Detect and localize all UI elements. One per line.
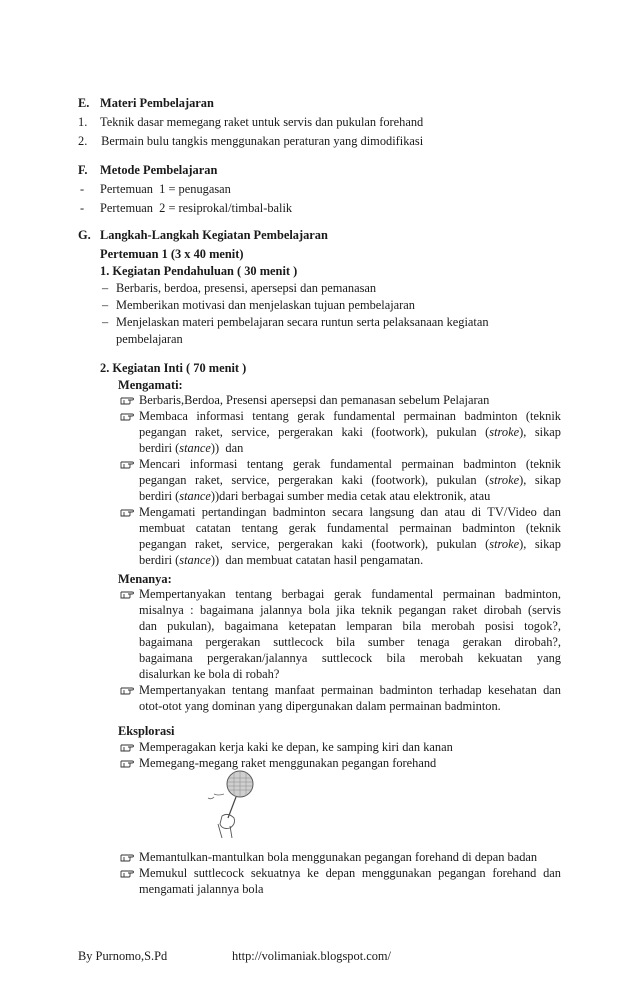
pointing-hand-icon [120,458,134,473]
mengamati-line-8: Mengamati pertandingan badminton secara langsung dan atau di TV/Video dan [139,505,561,519]
mengamati-line-3: pegangan raket, service, pergerakan kaki (footwork), pukulan (stroke), sikap [139,425,561,439]
dash-bullet: – [102,298,109,312]
menanya-line-6: disalurkan ke bola di robah? [139,667,280,681]
mengamati-line-11: berdiri (stance)) dan membuat catatan hasil pengamatan. [139,553,424,567]
pointing-hand-icon [120,684,134,699]
mengamati-line-1: Berbaris,Berdoa, Presensi apersepsi dan pemanasan sebelum Pelajaran [139,393,490,407]
eksplorasi-line-3: Memantulkan-mantulkan bola menggunakan pegangan forehand di depan badan [139,850,538,864]
section-g-title: Langkah-Langkah Kegiatan Pembelajaran [100,228,328,242]
section-g-letter: G. [78,228,91,242]
pendahuluan-item-3: Menjelaskan materi pembelajaran secara runtun serta pelaksanaan kegiatan [116,315,489,329]
pointing-hand-icon [120,410,134,425]
menanya-line-1: Mempertanyakan tentang berbagai gerak fundamental permainan badminton, [139,587,561,601]
mengamati-line-10: pegangan raket, service, pergerakan kaki (footwork), pukulan (stroke), sikap [139,537,561,551]
mengamati-line-4: berdiri (stance)) dan [139,441,244,455]
mengamati-line-5: Mencari informasi tentang gerak fundamental permainan badminton (teknik [139,457,561,471]
mengamati-line-6: pegangan raket, service, pergerakan kaki (footwork), pukulan (stroke), sikap [139,473,561,487]
section-f-item-1: Pertemuan 1 = penugasan [100,182,231,196]
section-f-num-2: - [80,201,85,215]
menanya-line-2: misalnya : bagaimana jalannya bola jika teknik pegangan raket dirobah (servis [139,603,561,617]
eksplorasi-line-5: mengamati jalannya bola [139,882,264,896]
pointing-hand-icon [120,506,134,521]
section-e-item-1: Teknik dasar memegang raket untuk servis dan pukulan forehand [100,115,424,129]
section-f-title: Metode Pembelajaran [100,163,218,177]
pointing-hand-icon [120,757,134,772]
pointing-hand-icon [120,741,134,756]
section-e-title: Materi Pembelajaran [100,96,214,110]
section-e-letter: E. [78,96,90,110]
menanya-line-3: dan pukulan), bagaimana ketepatan lemparan bila merobah posisi togok?, [139,619,561,633]
footer-author: By Purnomo,S.Pd [78,949,168,963]
pointing-hand-icon [120,588,134,603]
section-f-num-1: - [80,182,85,196]
section-f-letter: F. [78,163,88,177]
eksplorasi-line-2: Memegang-megang raket menggunakan pegangan forehand [139,756,437,770]
dash-bullet: – [102,281,109,295]
meeting-title: Pertemuan 1 (3 x 40 menit) [100,247,244,261]
section-f-item-2: Pertemuan 2 = resiprokal/timbal-balik [100,201,293,215]
racket-grip-illustration [200,768,260,840]
section-e-item-2: Bermain bulu tangkis menggunakan peraturan yang dimodifikasi [98,134,424,148]
mengamati-line-7: berdiri (stance))dari berbagai sumber media cetak atau elektronik, atau [139,489,491,503]
mengamati-line-9: membuat catatan tentang gerak fundamental permainan badminton (teknik [139,521,561,535]
section-e-num-2: 2. [78,134,88,148]
eksplorasi-title: Eksplorasi [118,724,175,738]
pendahuluan-item-2: Memberikan motivasi dan menjelaskan tujuan pembelajaran [116,298,415,312]
section-e-num-1: 1. [78,115,88,129]
inti-title: 2. Kegiatan Inti ( 70 menit ) [100,361,247,375]
menanya-line-7: Mempertanyakan tentang manfaat permainan badminton terhadap kesehatan dan [139,683,561,697]
menanya-line-5: bagaimana pergerakan/jalannya suttlecock bila merobah kekuatan yang [139,651,561,665]
eksplorasi-line-4: Memukul suttlecock sekuatnya ke depan menggunakan pegangan forehand dan [139,866,561,880]
pendahuluan-item-4: pembelajaran [116,332,183,346]
mengamati-line-2: Membaca informasi tentang gerak fundamental permainan badminton (teknik [139,409,561,423]
eksplorasi-line-1: Memperagakan kerja kaki ke depan, ke samping kiri dan kanan [139,740,453,754]
pointing-hand-icon [120,851,134,866]
mengamati-title: Mengamati: [118,378,183,392]
menanya-title: Menanya: [118,572,172,586]
footer-url[interactable]: http://volimaniak.blogspot.com/ [232,949,392,963]
pendahuluan-title: 1. Kegiatan Pendahuluan ( 30 menit ) [100,264,298,278]
menanya-line-4: bagaimana pergerakan suttlecock bila sumber tenaga gerakan dirobah?, [139,635,561,649]
menanya-line-8: otot-otot yang dominan yang dipergunakan dalam permainan badminton. [139,699,501,713]
dash-bullet: – [102,315,109,329]
pointing-hand-icon [120,867,134,882]
pointing-hand-icon [120,394,134,409]
pendahuluan-item-1: Berbaris, berdoa, presensi, apersepsi dan pemanasan [116,281,377,295]
